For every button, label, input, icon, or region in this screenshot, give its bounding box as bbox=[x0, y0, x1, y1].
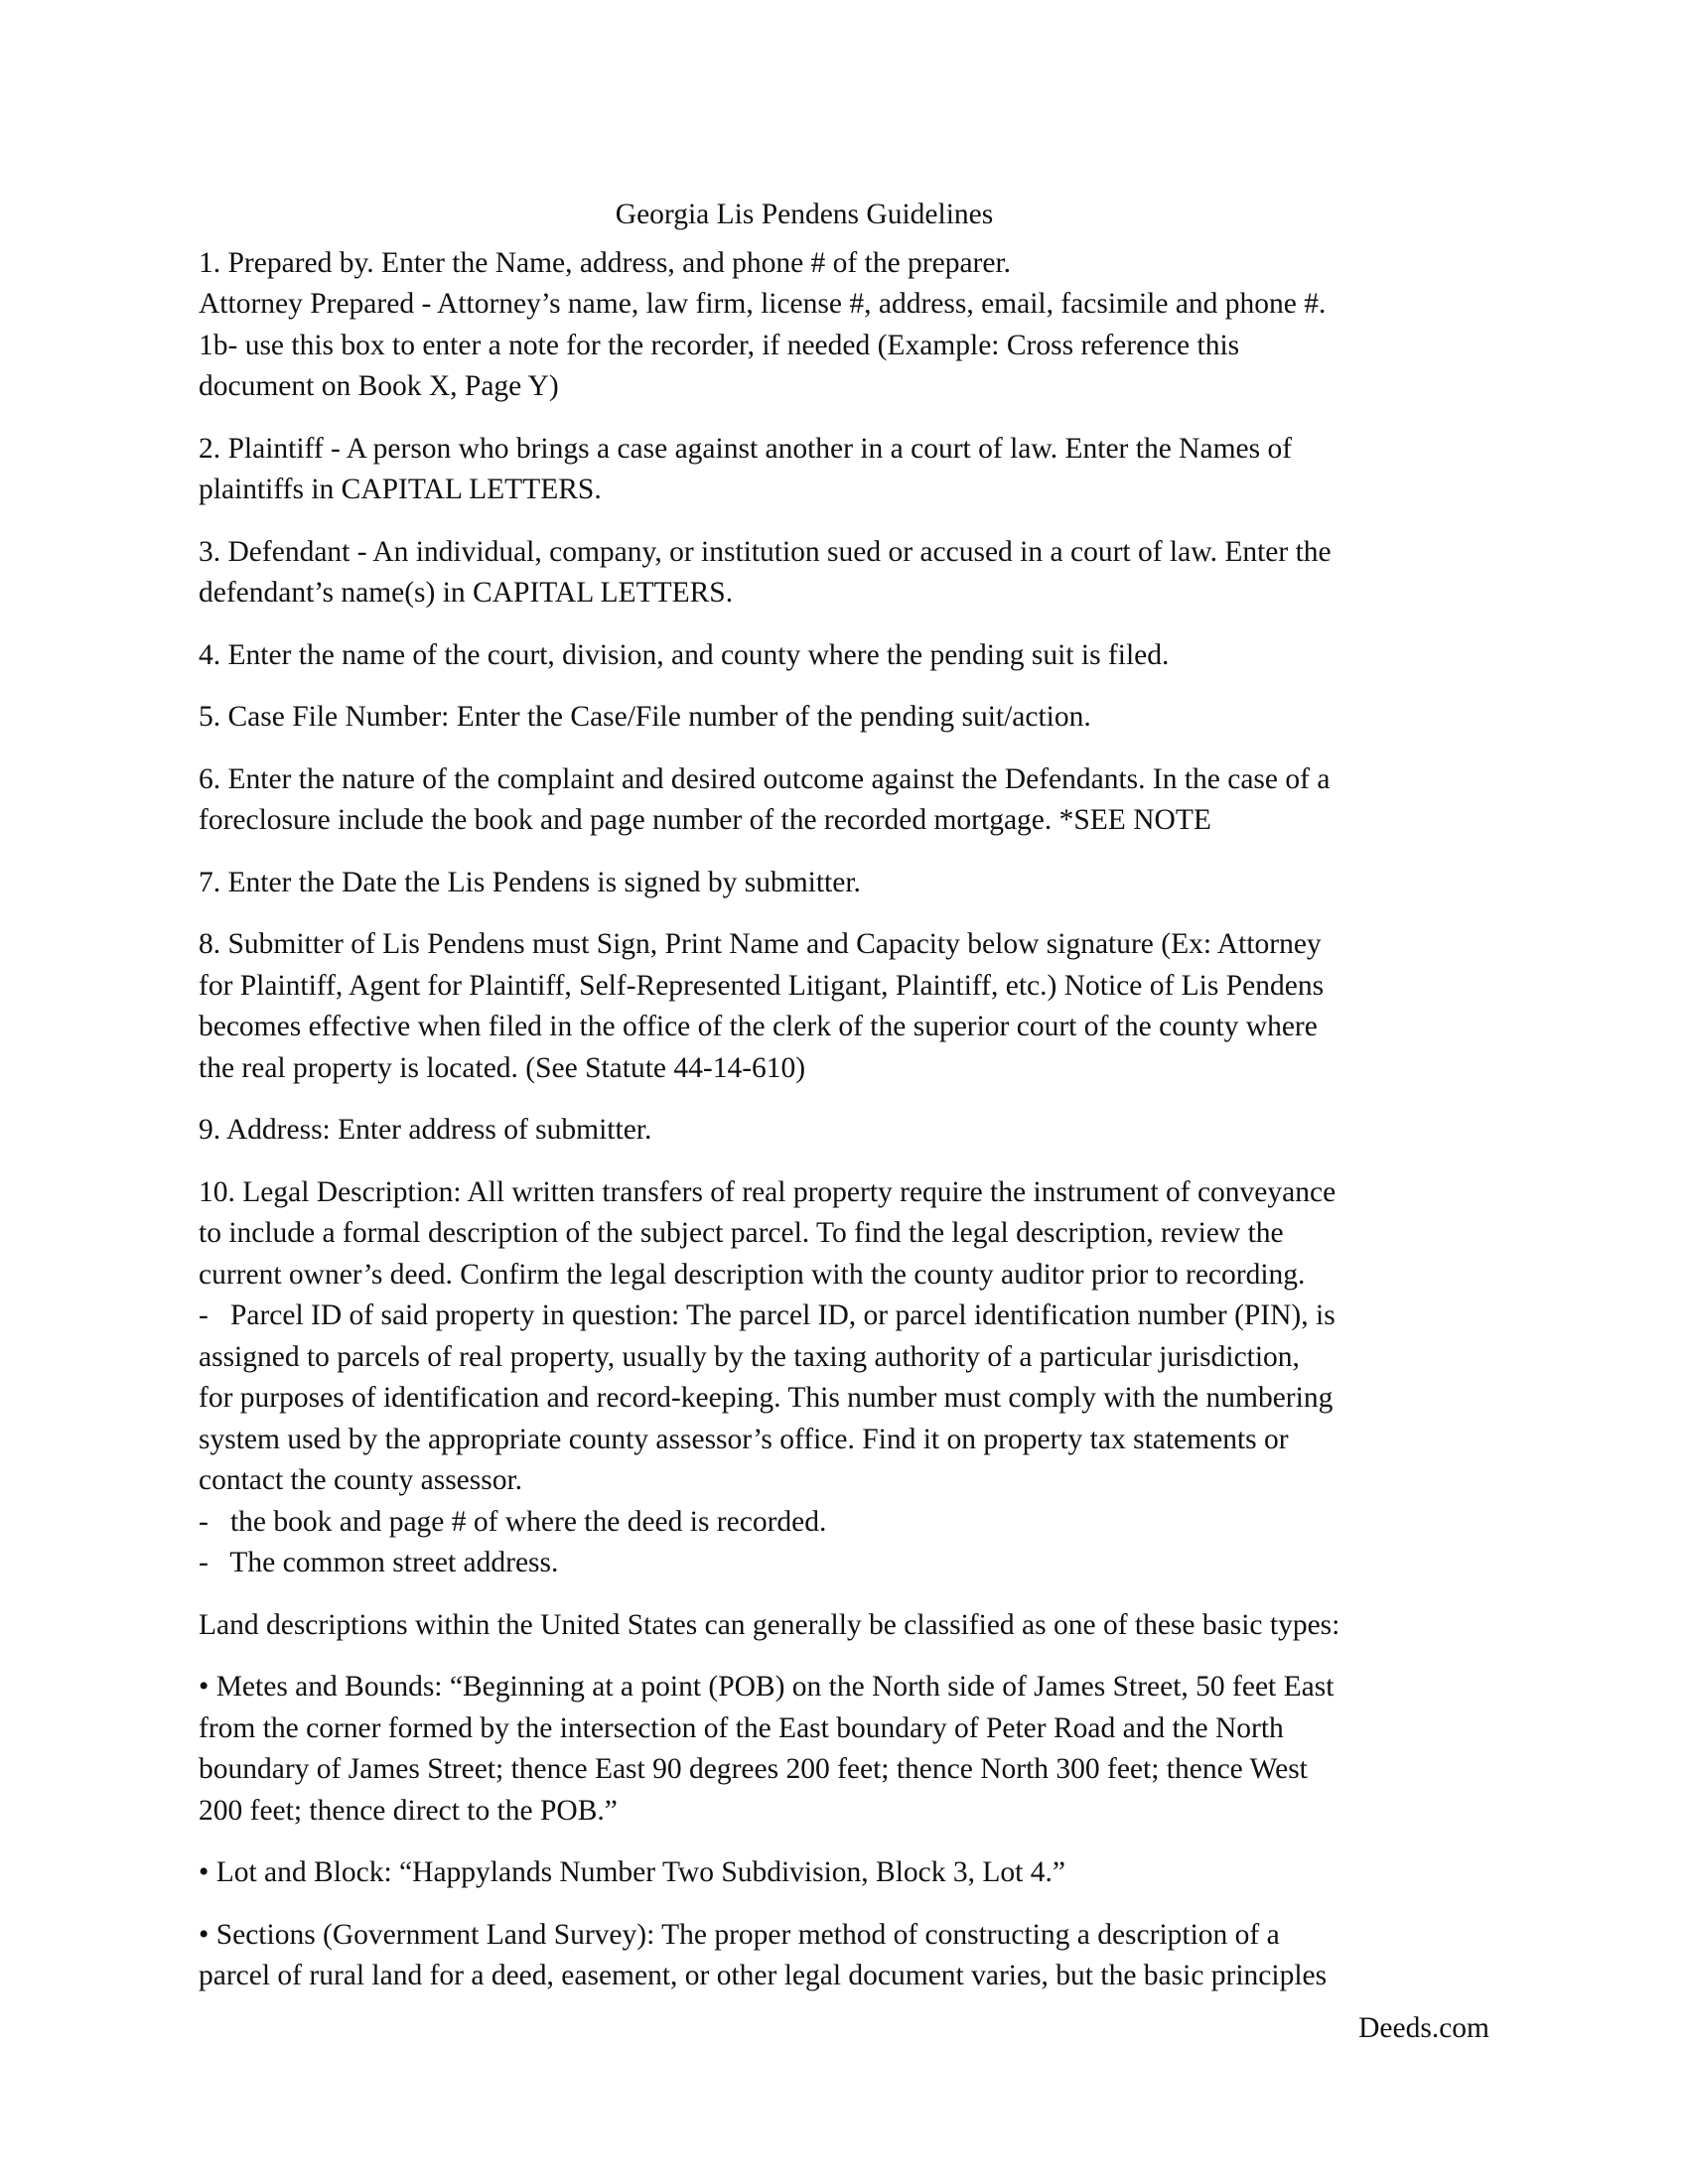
paragraph bbox=[199, 1110, 1489, 1152]
paragraph bbox=[199, 1667, 1489, 1832]
paragraph bbox=[199, 924, 1489, 1089]
page-title: Georgia Lis Pendens Guidelines bbox=[615, 199, 994, 230]
paragraph bbox=[199, 759, 1489, 842]
text-line: Attorney Prepared - Attorney’s name, law firm, license #, address, email, facsimile and phone #. bbox=[199, 288, 1327, 320]
paragraph bbox=[199, 697, 1489, 739]
text-line: • Sections (Government Land Survey): The proper method of constructing a description of a bbox=[199, 1918, 1280, 1951]
text-line: for Plaintiff, Agent for Plaintiff, Self-Represented Litigant, Plaintiff, etc.) Notice of Lis Pendens bbox=[199, 969, 1325, 1002]
document-body bbox=[199, 195, 1489, 2018]
text-line: 7. Enter the Date the Lis Pendens is signed by submitter. bbox=[199, 866, 861, 898]
text-line: from the corner formed by the intersection of the East boundary of Peter Road and the North bbox=[199, 1711, 1284, 1744]
paragraph bbox=[199, 635, 1489, 677]
paragraph bbox=[199, 1172, 1489, 1584]
text-line: 1. Prepared by. Enter the Name, address, and phone # of the preparer. bbox=[199, 246, 1012, 279]
text-line: Land descriptions within the United States can generally be classified as one of these basic types: bbox=[199, 1608, 1340, 1641]
paragraph-list bbox=[199, 243, 1489, 1997]
text-line: 5. Case File Number: Enter the Case/File number of the pending suit/action. bbox=[199, 701, 1091, 733]
text-line: - Parcel ID of said property in question: The parcel ID, or parcel identification number (PIN), is bbox=[199, 1299, 1336, 1331]
text-line: 3. Defendant - An individual, company, or institution sued or accused in a court of law. Enter the bbox=[199, 535, 1332, 568]
text-line: 9. Address: Enter address of submitter. bbox=[199, 1114, 652, 1146]
text-line: parcel of rural land for a deed, easement, or other legal document varies, but the basic principles bbox=[199, 1960, 1328, 1991]
paragraph bbox=[199, 532, 1489, 614]
text-line: defendant’s name(s) in CAPITAL LETTERS. bbox=[199, 577, 734, 609]
paragraph bbox=[199, 429, 1489, 511]
text-line: assigned to parcels of real property, usually by the taxing authority of a particular jurisdiction, bbox=[199, 1340, 1300, 1373]
text-line: 10. Legal Description: All written transfers of real property require the instrument of conveyance bbox=[199, 1175, 1336, 1208]
paragraph bbox=[199, 1915, 1489, 1997]
text-line: plaintiffs in CAPITAL LETTERS. bbox=[199, 474, 602, 505]
paragraph bbox=[199, 863, 1489, 904]
text-line: for purposes of identification and record-keeping. This number must comply with the numbering bbox=[199, 1382, 1334, 1414]
footer-brand: Deeds.com bbox=[1358, 2012, 1489, 2044]
text-line: 1b- use this box to enter a note for the recorder, if needed (Example: Cross reference this bbox=[199, 329, 1240, 361]
text-line: boundary of James Street; thence East 90 degrees 200 feet; thence North 300 feet; thence West bbox=[199, 1753, 1308, 1785]
text-line: • Metes and Bounds: “Beginning at a point (POB) on the North side of James Street, 50 feet East bbox=[199, 1671, 1335, 1703]
paragraph bbox=[199, 1605, 1489, 1647]
text-line: • Lot and Block: “Happylands Number Two Subdivision, Block 3, Lot 4.” bbox=[199, 1856, 1065, 1888]
text-line: 200 feet; thence direct to the POB.” bbox=[199, 1794, 618, 1827]
text-line: 2. Plaintiff - A person who brings a case against another in a court of law. Enter the Names of bbox=[199, 432, 1293, 465]
text-line: 6. Enter the nature of the complaint and desired outcome against the Defendants. In the case of a bbox=[199, 762, 1331, 795]
text-line: foreclosure include the book and page number of the recorded mortgage. *SEE NOTE bbox=[199, 804, 1211, 836]
text-line: to include a formal description of the subject parcel. To find the legal description, review the bbox=[199, 1217, 1284, 1249]
text-line: current owner’s deed. Confirm the legal description with the county auditor prior to recording. bbox=[199, 1258, 1306, 1291]
text-line: document on Book X, Page Y) bbox=[199, 370, 559, 402]
text-line: becomes effective when filed in the office of the clerk of the superior court of the county where bbox=[199, 1011, 1318, 1042]
text-line: - The common street address. bbox=[199, 1547, 559, 1578]
text-line: 8. Submitter of Lis Pendens must Sign, Print Name and Capacity below signature (Ex: Attorney bbox=[199, 928, 1322, 960]
text-line: contact the county assessor. bbox=[199, 1464, 523, 1496]
text-line: system used by the appropriate county assessor’s office. Find it on property tax statements or bbox=[199, 1423, 1289, 1455]
text-line: 4. Enter the name of the court, division, and county where the pending suit is filed. bbox=[199, 638, 1170, 671]
paragraph bbox=[199, 243, 1489, 408]
paragraph bbox=[199, 1852, 1489, 1894]
text-line: the real property is located. (See Statute 44-14-610) bbox=[199, 1051, 806, 1084]
text-line: - the book and page # of where the deed is recorded. bbox=[199, 1505, 827, 1538]
